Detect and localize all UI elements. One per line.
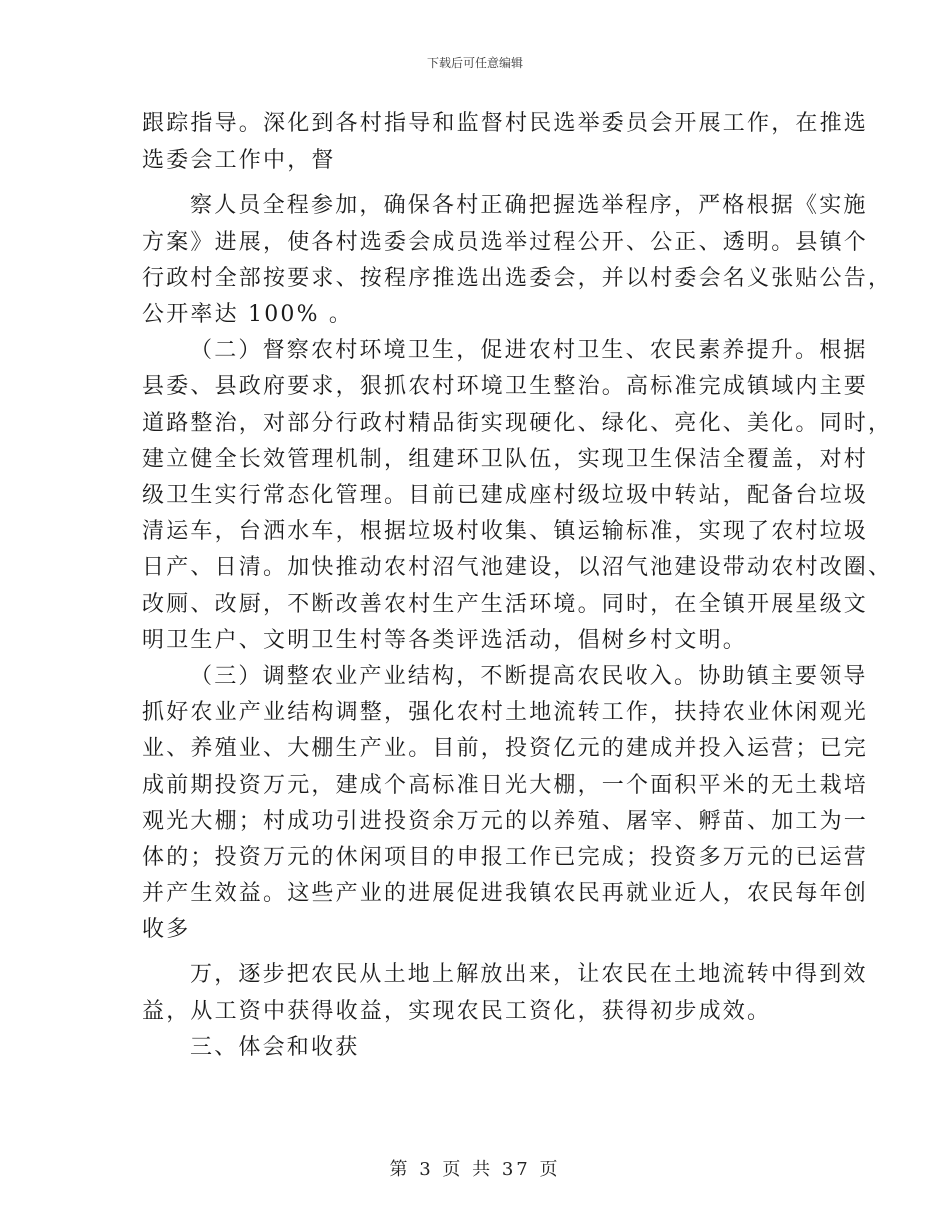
body-line: 行政村全部按要求、按程序推选出选委会，并以村委会名义张贴公告， <box>142 266 893 291</box>
body-line: 并产生效益。这些产业的进展促进我镇农民再就业近人，农民每年创 <box>142 881 869 906</box>
body-line: 日产、日清。加快推动农村沼气池建设，以沼气池建设带动农村改圈、 <box>142 555 893 580</box>
body-line: （三）调整农业产业结构，不断提高农民收入。协助镇主要领导 <box>190 664 868 689</box>
body-line: 建立健全长效管理机制，组建环卫队伍，实现卫生保洁全覆盖，对村 <box>142 447 869 472</box>
body-line: 级卫生实行常态化管理。目前已建成座村级垃圾中转站，配备台垃圾 <box>142 483 869 508</box>
page-number-footer: 第 3 页 共 37 页 <box>389 1159 561 1180</box>
body-line: 观光大棚；村成功引进投资余万元的以养殖、屠宰、孵苗、加工为一 <box>142 809 869 834</box>
body-line: 益，从工资中获得收益，实现农民工资化，获得初步成效。 <box>142 999 772 1024</box>
section-heading: 三、体会和收获 <box>190 1035 360 1060</box>
body-line: 公开率达 100% 。 <box>142 302 354 327</box>
body-line: 跟踪指导。深化到各村指导和监督村民选举委员会开展工作，在推选 <box>142 111 869 136</box>
body-line: 清运车，台洒水车，根据垃圾村收集、镇运输标准，实现了农村垃圾 <box>142 519 869 544</box>
body-line: 成前期投资万元，建成个高标准日光大棚，一个面积平米的无土栽培 <box>142 773 869 798</box>
body-line: 业、养殖业、大棚生产业。目前，投资亿元的建成并投入运营；已完 <box>142 736 869 761</box>
body-line: 体的；投资万元的休闲项目的申报工作已完成；投资多万元的已运营 <box>142 845 869 870</box>
body-line: 收多 <box>142 917 191 942</box>
body-line: 方案》进展，使各村选委会成员选举过程公开、公正、透明。县镇个 <box>142 230 869 255</box>
body-line: 万，逐步把农民从土地上解放出来，让农民在土地流转中得到效 <box>190 962 868 987</box>
body-line: 抓好农业产业结构调整，强化农村土地流转工作，扶持农业休闲观光 <box>142 700 869 725</box>
body-line: 选委会工作中，督 <box>142 148 336 173</box>
body-line: （二）督察农村环境卫生，促进农村卫生、农民素养提升。根据 <box>190 338 868 363</box>
body-line: 县委、县政府要求，狠抓农村环境卫生整治。高标准完成镇域内主要 <box>142 374 869 399</box>
body-line: 道路整治，对部分行政村精品街实现硬化、绿化、亮化、美化。同时， <box>142 411 893 436</box>
body-line: 明卫生户、文明卫生村等各类评选活动，倡树乡村文明。 <box>142 628 748 653</box>
body-line: 察人员全程参加，确保各村正确把握选举程序，严格根据《实施 <box>190 193 868 218</box>
body-line: 改厕、改厨，不断改善农村生产生活环境。同时，在全镇开展星级文 <box>142 592 869 617</box>
page-header-note: 下载后可任意编辑 <box>426 56 523 70</box>
